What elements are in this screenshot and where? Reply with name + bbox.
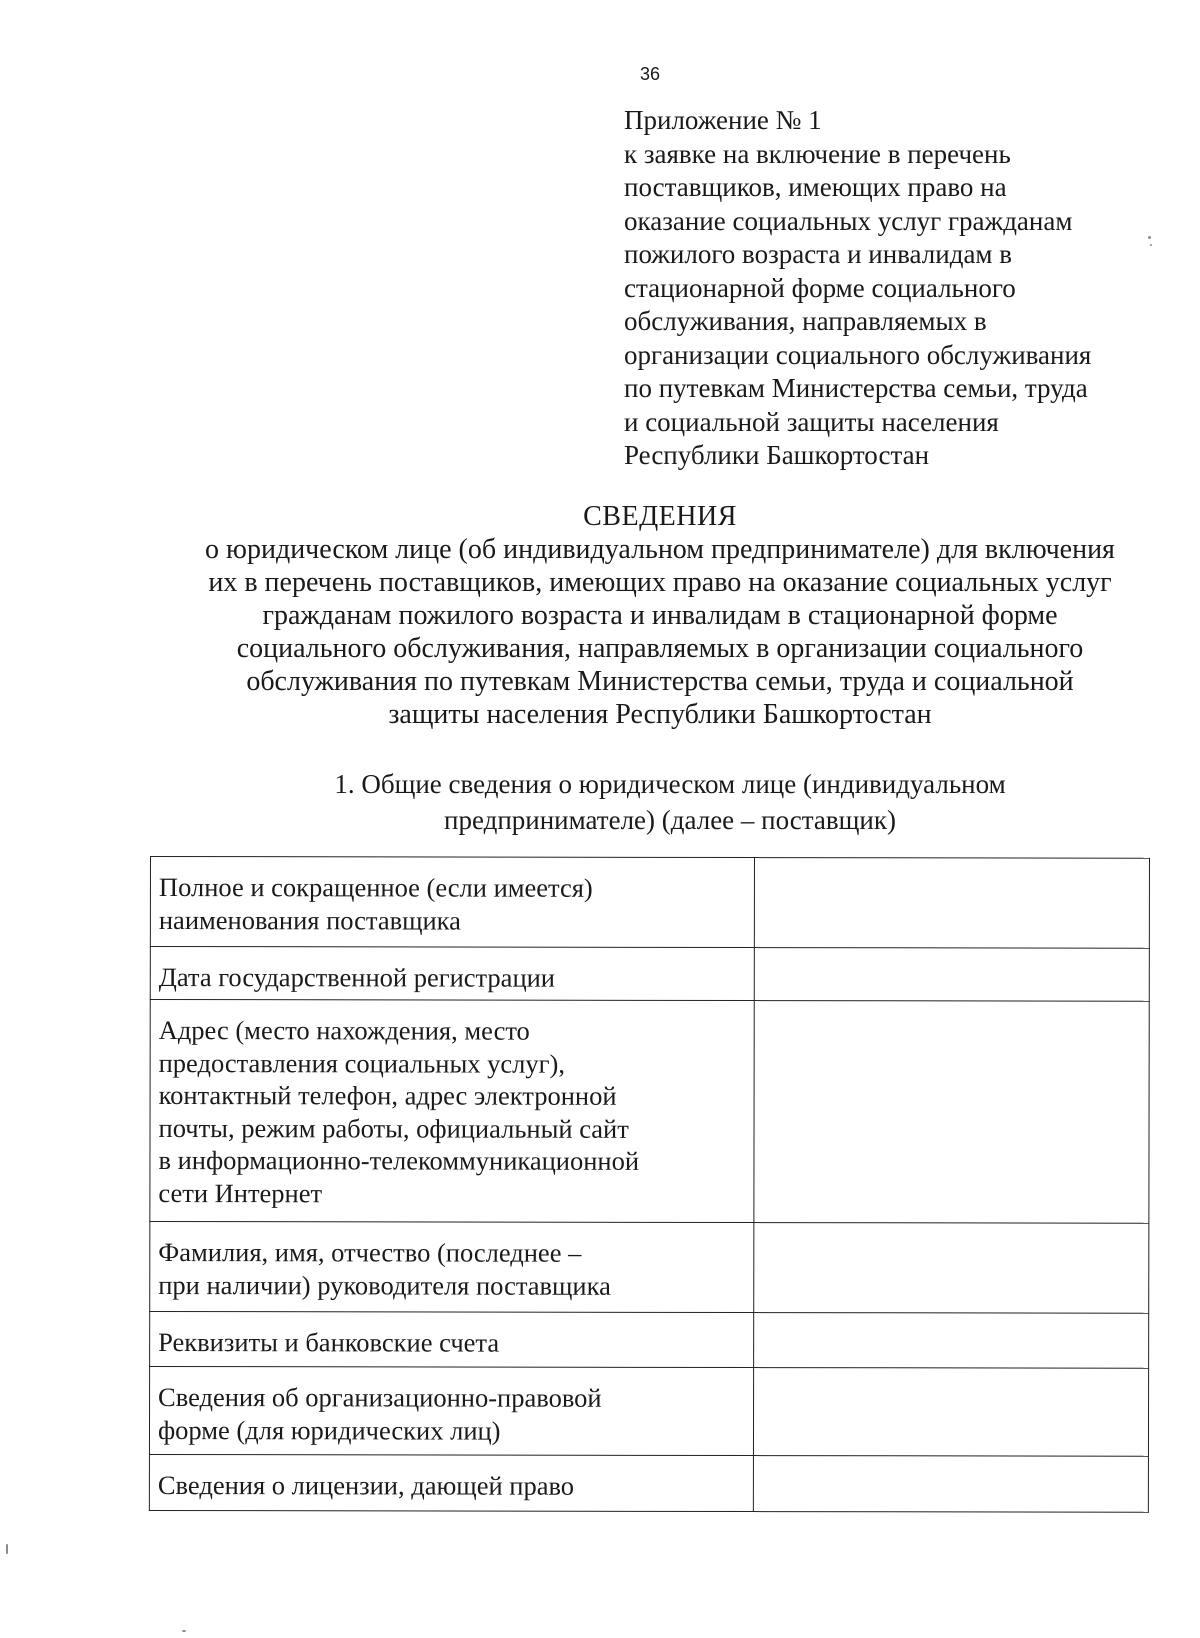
row-value bbox=[754, 1223, 1149, 1314]
section-title-line: предпринимателе) (далее – поставщик) bbox=[444, 805, 896, 835]
label-line: при наличии) руководителя поставщика bbox=[158, 1269, 611, 1301]
label-line: почты, режим работы, официальный сайт bbox=[158, 1112, 629, 1144]
row-label bbox=[149, 1455, 753, 1512]
table-row bbox=[149, 1455, 1148, 1513]
appendix-line: и социальной защиты населения bbox=[624, 406, 999, 437]
heading-line: их в перечень поставщиков, имеющих право на оказание социальных услуг bbox=[208, 567, 1112, 598]
row-label bbox=[150, 1222, 754, 1313]
label-line: Адрес (место нахождения, место bbox=[158, 1015, 530, 1046]
appendix-line: Приложение № 1 bbox=[624, 105, 822, 135]
label-line: сети Интернет bbox=[158, 1177, 323, 1208]
label-line: Сведения о лицензии, дающей право bbox=[157, 1470, 575, 1501]
label-line: Сведения об организационно-правовой bbox=[158, 1382, 602, 1413]
label-line: Дата государственной регистрации bbox=[158, 962, 556, 993]
appendix-line: оказание социальных услуг гражданам bbox=[624, 205, 1073, 236]
label-line: Фамилия, имя, отчество (последнее – bbox=[158, 1237, 582, 1268]
label-line: форме (для юридических лиц) bbox=[157, 1414, 501, 1446]
table-row bbox=[150, 1222, 1149, 1314]
row-value bbox=[755, 948, 1150, 1002]
scan-speck bbox=[1148, 236, 1151, 239]
table-row bbox=[150, 1000, 1149, 1224]
table-row bbox=[149, 1367, 1148, 1457]
row-label bbox=[150, 1000, 755, 1223]
heading-line: гражданам пожилого возраста и инвалидам в стационарной форме bbox=[262, 600, 1058, 631]
heading-title: СВЕДЕНИЯ bbox=[583, 501, 737, 532]
appendix-line: к заявке на включение в перечень bbox=[624, 138, 1011, 169]
label-line: предоставления социальных услуг), bbox=[158, 1047, 566, 1079]
section-1-title bbox=[0, 766, 1200, 838]
heading-line: защиты населения Республики Башкортостан bbox=[388, 699, 932, 730]
row-label bbox=[150, 857, 754, 948]
row-value bbox=[754, 1313, 1149, 1369]
heading-subtitle bbox=[0, 533, 1200, 731]
table-row bbox=[150, 857, 1149, 949]
row-label bbox=[150, 947, 754, 1001]
section-title-line: 1. Общие сведения о юридическом лице (индивидуальном bbox=[334, 769, 1006, 799]
scan-speck bbox=[6, 1544, 8, 1554]
table-row bbox=[150, 1312, 1149, 1369]
label-line: Полное и сокращенное (если имеется) bbox=[158, 872, 593, 903]
page-number: 36 bbox=[640, 64, 661, 84]
appendix-line: обслуживания, направляемых в bbox=[624, 306, 987, 336]
appendix-header bbox=[624, 104, 1184, 473]
appendix-line: пожилого возраста и инвалидам в bbox=[624, 239, 1013, 269]
label-line: наименования поставщика bbox=[158, 904, 461, 936]
appendix-line: Республики Башкортостан bbox=[624, 440, 930, 470]
row-value bbox=[754, 1001, 1149, 1224]
heading-line: социального обслуживания, направляемых в организации социального bbox=[236, 633, 1084, 664]
appendix-line: поставщиков, имеющих право на bbox=[624, 172, 1007, 202]
scan-speck bbox=[182, 1630, 186, 1632]
row-label bbox=[149, 1367, 753, 1456]
table-row bbox=[150, 947, 1149, 1002]
label-line: Реквизиты и банковские счета bbox=[158, 1327, 500, 1358]
supplier-info-table bbox=[149, 856, 1150, 1513]
row-value bbox=[754, 1456, 1149, 1513]
heading-line: о юридическом лице (об индивидуальном предпринимателе) для включения bbox=[205, 534, 1115, 565]
label-line: в информационно-телекоммуникационной bbox=[158, 1145, 640, 1176]
row-value bbox=[754, 1368, 1149, 1457]
appendix-line: по путевкам Министерства семьи, труда bbox=[624, 373, 1088, 403]
document-heading bbox=[0, 500, 1200, 731]
row-value bbox=[755, 858, 1150, 949]
label-line: контактный телефон, адрес электронной bbox=[158, 1080, 617, 1111]
row-label bbox=[150, 1312, 754, 1368]
scan-speck bbox=[1150, 244, 1152, 246]
heading-line: обслуживания по путевкам Министерства семьи, труда и социальной bbox=[246, 666, 1074, 697]
appendix-line: стационарной форме социального bbox=[624, 272, 1016, 303]
appendix-line: организации социального обслуживания bbox=[624, 339, 1092, 370]
